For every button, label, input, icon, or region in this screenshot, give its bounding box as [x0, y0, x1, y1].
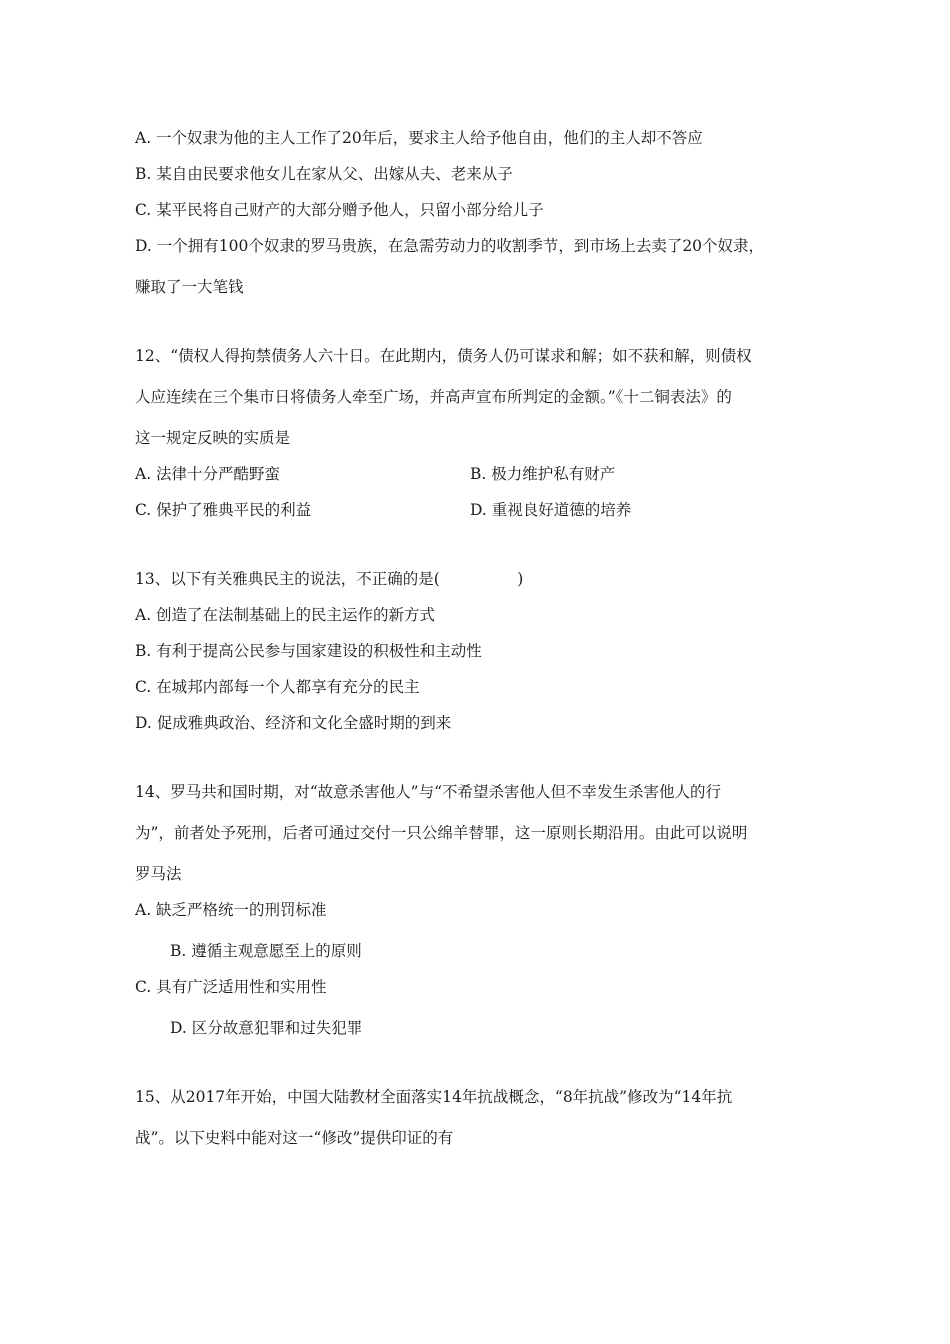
q14-stem-line1: 14、罗马共和国时期，对“故意杀害他人”与“不希望杀害他人但不幸发生杀害他人的行	[135, 783, 721, 801]
q12-stem-line2: 人应连续在三个集市日将债务人牵至广场，并高声宣布所判定的金额。”《十二铜表法》的	[135, 388, 732, 406]
q11-option-d-line2: 赚取了一大笔钱	[135, 278, 244, 296]
q13-option-b: B. 有利于提高公民参与国家建设的积极性和主动性	[135, 642, 482, 660]
q12-option-a: A. 法律十分严酷野蛮	[135, 465, 281, 483]
q13-option-a: A. 创造了在法制基础上的民主运作的新方式	[135, 606, 436, 624]
q15-stem-line1: 15、从2017年开始，中国大陆教材全面落实14年抗战概念，“8年抗战”修改为“14年抗	[135, 1088, 733, 1106]
q14-option-d: D. 区分故意犯罪和过失犯罪	[170, 1019, 363, 1037]
q14-option-c: C. 具有广泛适用性和实用性	[135, 978, 327, 996]
q14-option-b: B. 遵循主观意愿至上的原则	[170, 942, 362, 960]
q13-option-c: C. 在城邦内部每一个人都享有充分的民主	[135, 678, 420, 696]
q12-stem-line1: 12、“债权人得拘禁债务人六十日。在此期内，债务人仍可谋求和解；如不获和解，则债权	[135, 347, 752, 365]
q14-option-a: A. 缺乏严格统一的刑罚标准	[135, 901, 327, 919]
q13-option-d: D. 促成雅典政治、经济和文化全盛时期的到来	[135, 714, 452, 732]
q11-option-d-line1: D. 一个拥有100个奴隶的罗马贵族，在急需劳动力的收割季节，到市场上去卖了20个奴隶，	[135, 237, 765, 255]
q14-stem-line3: 罗马法	[135, 865, 182, 883]
q11-option-b: B. 某自由民要求他女儿在家从父、出嫁从夫、老来从子	[135, 165, 513, 183]
q12-option-c: C. 保护了雅典平民的利益	[135, 501, 312, 519]
q14-stem-line2: 为”，前者处予死刑，后者可通过交付一只公绵羊替罪，这一原则长期沿用。由此可以说明	[135, 824, 748, 842]
q12-stem-line3: 这一规定反映的实质是	[135, 429, 291, 447]
q13-stem: 13、以下有关雅典民主的说法，不正确的是( )	[135, 570, 524, 588]
q15-stem-line2: 战”。以下史料中能对这一“修改”提供印证的有	[135, 1129, 454, 1147]
q11-option-a: A. 一个奴隶为他的主人工作了20年后，要求主人给予他自由，他们的主人却不答应	[135, 129, 703, 147]
q12-option-b: B. 极力维护私有财产	[470, 465, 616, 483]
q11-option-c: C. 某平民将自己财产的大部分赠予他人，只留小部分给儿子	[135, 201, 544, 219]
q12-option-d: D. 重视良好道德的培养	[470, 501, 632, 519]
